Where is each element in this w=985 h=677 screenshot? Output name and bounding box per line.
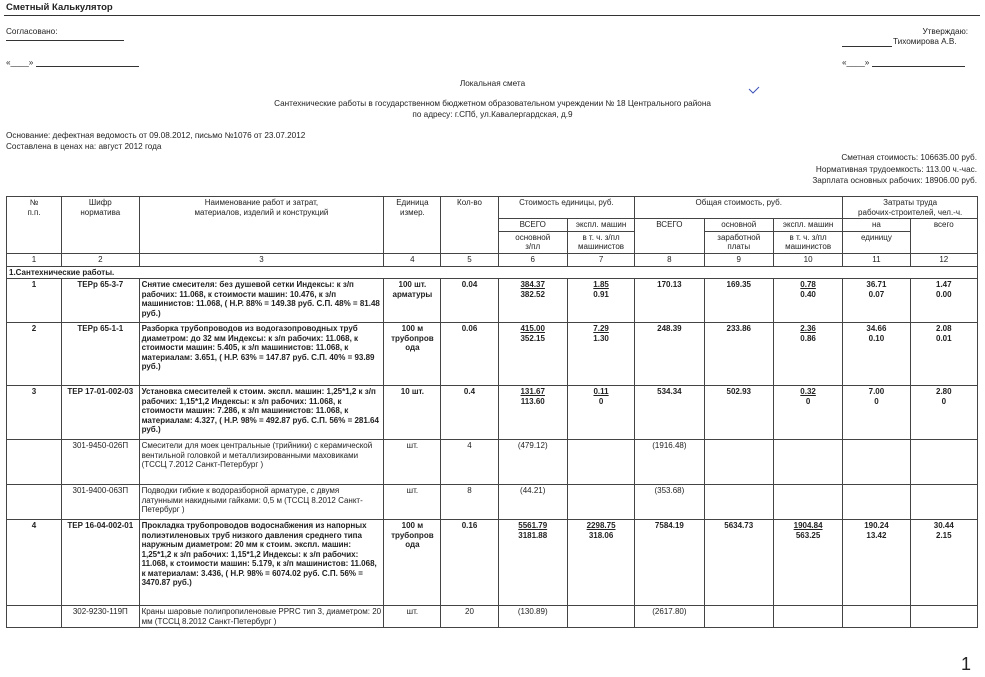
- date-left-line: [36, 66, 139, 67]
- approved-label: Утверждаю:: [922, 27, 968, 36]
- title-divider: [4, 15, 980, 16]
- section-row: [7, 266, 978, 279]
- col-header-all: ВСЕГО: [498, 219, 567, 232]
- col-header-basic: основной: [704, 219, 773, 232]
- row-labor-total: 30.44: [933, 521, 954, 530]
- col-header-unit: Единица измер.: [384, 197, 441, 254]
- row-unit: 100 м трубопров ода: [391, 324, 434, 352]
- total-cost: Сметная стоимость: 106635.00 руб.: [841, 153, 977, 162]
- row-unit-cost-all: (130.89): [517, 607, 548, 616]
- row-labor-per-unit-mach: 0.07: [868, 289, 885, 299]
- row-name: Разборка трубопроводов из водогазопроводных труб диаметром: до 32 мм Индексы: к з/п рабочих: 11.068, к стоимости машин: 5.405, к з/п машинистов: 11.068, к материалам: 3.651, ( Н.Р. 63% = 147.87 руб. С.П. 40% = 93.89 руб.): [141, 324, 375, 371]
- approver-signature-line: [842, 46, 892, 47]
- date-right-line: [872, 66, 965, 67]
- row-total-salary: 169.35: [726, 280, 751, 289]
- row-total-salary: 233.86: [726, 324, 751, 333]
- app-title: Сметный Калькулятор: [6, 2, 113, 13]
- row-labor-per-unit-mach: 0: [874, 396, 879, 406]
- agreed-signature-line: [6, 40, 124, 41]
- doc-prices: Составлена в ценах на: август 2012 года: [6, 142, 162, 151]
- row-unit-cost-exp: 0.11: [593, 387, 609, 396]
- row-total-all: (2617.80): [652, 607, 687, 616]
- column-number: 8: [635, 253, 704, 266]
- row-unit-cost-incl: 318.06: [588, 530, 614, 540]
- col-header-no: № п.п.: [7, 197, 62, 254]
- row-total-all: (1916.48): [652, 441, 687, 450]
- column-number: 12: [910, 253, 977, 266]
- row-unit-cost-basic: 382.52: [520, 289, 545, 299]
- row-name: Подводки гибкие к водоразборной арматуре, с двумя латунными накидными гайками: 0,5 м (ТССЦ 8.2012 Санкт-Петербург ): [141, 486, 363, 514]
- row-code: ТЕРр 65-3-7: [77, 280, 124, 289]
- estimate-table: [6, 196, 978, 628]
- doc-basis: Основание: дефектная ведомость от 09.08.2012, письмо №1076 от 23.07.2012: [6, 131, 306, 140]
- row-unit: шт.: [406, 607, 419, 616]
- row-total-exp: 1904.84: [793, 521, 823, 530]
- row-unit-cost-exp: 7.29: [593, 324, 609, 333]
- column-number: 9: [704, 253, 773, 266]
- table-row: [7, 520, 978, 606]
- row-name: Прокладка трубопроводов водоснабжения из напорных полиэтиленовых труб низкого давления среднего типа наружным диаметром: 20 мм к стоим. экспл. машин: 1,25*1,2 к з/п рабочих: 1,15*1,2 Индексы: к з/п рабочих: 11.068, к стоимости машин: 5.179, к з/п машинистов: 11.068, к материалам: 3.436, ( Н.Р. 98% = 6074.02 руб. С.П. 56% = 3470.87 руб.): [141, 521, 377, 587]
- row-labor-per-unit-mach: 13.42: [866, 530, 887, 540]
- row-unit: шт.: [406, 486, 419, 495]
- approver-name: Тихомирова А.В.: [893, 37, 957, 46]
- column-number: 4: [384, 253, 441, 266]
- row-number: 4: [31, 521, 37, 530]
- column-number: 11: [843, 253, 910, 266]
- row-unit-cost-all: (44.21): [520, 486, 546, 495]
- column-number: 7: [567, 253, 634, 266]
- col-header-exp: экспл. машин: [567, 219, 634, 232]
- row-unit: 100 шт. арматуры: [392, 280, 433, 299]
- row-qty: 0.16: [461, 521, 478, 530]
- date-left: «____»: [6, 58, 34, 67]
- header-row-1: [7, 197, 978, 219]
- total-labor: Нормативная трудоемкость: 113.00 ч.-час.: [815, 165, 977, 174]
- row-number: 1: [31, 280, 37, 289]
- row-labor-total-mach: 0.00: [936, 289, 952, 299]
- table-row: [7, 386, 978, 440]
- row-unit-cost-basic: 352.15: [520, 333, 545, 343]
- row-name: Снятие смесителя: без душевой сетки Индексы: к з/п рабочих: 11.068, к стоимости машин: 10.476, к з/п машинистов: 11.068, ( Н.Р. 88% = 149.38 руб. С.П. 48% = 81.48 руб.): [141, 280, 380, 318]
- row-unit-cost-exp: 1.85: [593, 280, 609, 289]
- table-row: [7, 323, 978, 386]
- row-total-exp: 0.32: [800, 387, 816, 396]
- col-header-total-cost: Общая стоимость, руб.: [635, 197, 843, 219]
- row-unit: шт.: [406, 441, 419, 450]
- column-number: 3: [139, 253, 384, 266]
- column-number: 5: [441, 253, 498, 266]
- check-mark-icon: [748, 86, 760, 94]
- col-header-all2: ВСЕГО: [635, 219, 704, 254]
- col-header-basic-zp: основной з/пл: [498, 231, 567, 253]
- row-name: Установка смесителей к стоим. экспл. машин: 1,25*1,2 к з/п рабочих: 1,15*1,2 Индексы: к з/п рабочих: 11.068, к стоимости машин: 7.286, к з/п машинистов: 11.068, к материалам: 4.327, ( Н.Р. 98% = 492.87 руб. С.П. 56% = 281.64 руб.): [141, 387, 379, 434]
- row-code: 302-9230-119П: [72, 607, 128, 616]
- row-unit-cost-all: 415.00: [520, 324, 545, 333]
- total-salary: Зарплата основных рабочих: 18906.00 руб.: [812, 176, 977, 185]
- row-unit-cost-incl: 1.30: [593, 333, 609, 343]
- row-qty: 4: [467, 441, 472, 450]
- row-qty: 20: [465, 607, 474, 616]
- table-row: [7, 606, 978, 628]
- row-total-all: 534.34: [657, 387, 682, 396]
- col-header-unit-cost: Стоимость единицы, руб.: [498, 197, 635, 219]
- row-unit: 10 шт.: [400, 387, 424, 396]
- col-header-incl2: в т. ч. з/пл машинистов: [773, 231, 842, 253]
- row-name: Краны шаровые полипропиленовые PPRC тип 3, диаметром: 20 мм (ТССЦ 8.2012 Санкт-Петербург ): [141, 607, 382, 626]
- row-qty: 0.06: [461, 324, 478, 333]
- row-number: 2: [31, 324, 37, 333]
- row-total-all: 7584.19: [654, 521, 684, 530]
- row-total-incl: 0: [805, 396, 811, 406]
- date-right: «____»: [842, 58, 870, 67]
- row-unit-cost-all: 5561.79: [518, 521, 548, 530]
- row-total-incl: 563.25: [795, 530, 821, 540]
- col-header-salary: заработной платы: [704, 231, 773, 253]
- row-code: ТЕР 16-04-002-01: [67, 521, 134, 530]
- col-header-per: на: [843, 219, 910, 232]
- row-code: ТЕР 17-01-002-03: [67, 387, 134, 396]
- row-labor-total: 2.08: [936, 324, 952, 333]
- row-unit-cost-incl: 0: [598, 396, 604, 406]
- row-unit-cost-all: (479.12): [517, 441, 548, 450]
- row-unit-cost-incl: 0.91: [593, 289, 609, 299]
- col-header-exp2: экспл. машин: [773, 219, 842, 232]
- row-total-incl: 0.40: [800, 289, 816, 299]
- page-number: 1: [960, 654, 971, 674]
- row-total-salary: 5634.73: [724, 521, 754, 530]
- col-header-tot: всего: [910, 219, 977, 254]
- table-row: [7, 279, 978, 323]
- row-unit-cost-all: 384.37: [520, 280, 545, 289]
- row-labor-per-unit-mach: 0.10: [868, 333, 885, 343]
- col-header-labor: Затраты труда рабочих-строителей, чел.-ч.: [843, 197, 978, 219]
- table-row: [7, 440, 978, 485]
- col-header-code: Шифр норматива: [62, 197, 140, 254]
- row-unit-cost-basic: 3181.88: [518, 530, 548, 540]
- row-labor-total: 1.47: [936, 280, 952, 289]
- column-numbers-row: [7, 253, 978, 266]
- row-labor-per-unit: 34.66: [866, 324, 887, 333]
- row-code: 301-9450-026П: [72, 441, 129, 450]
- doc-address: по адресу: г.СПб, ул.Кавалергардская, д.9: [412, 110, 573, 119]
- col-header-incl: в т. ч. з/пл машинистов: [567, 231, 634, 253]
- column-number: 1: [7, 253, 62, 266]
- row-labor-total-mach: 0: [941, 396, 947, 406]
- row-qty: 0.04: [461, 280, 478, 289]
- row-total-exp: 0.78: [800, 280, 816, 289]
- col-header-qty: Кол-во: [441, 197, 498, 254]
- row-qty: 8: [467, 486, 472, 495]
- row-number: 3: [31, 387, 37, 396]
- column-number: 6: [498, 253, 567, 266]
- row-unit: 100 м трубопров ода: [391, 521, 434, 549]
- row-total-all: 170.13: [657, 280, 682, 289]
- row-unit-cost-basic: 113.60: [520, 396, 545, 406]
- section-title: 1.Сантехнические работы.: [7, 266, 978, 279]
- row-labor-per-unit: 7.00: [868, 387, 885, 396]
- column-number: 10: [773, 253, 842, 266]
- row-labor-per-unit: 36.71: [866, 280, 887, 289]
- doc-subject: Сантехнические работы в государственном бюджетном образовательном учреждении № 18 Центрального района: [274, 99, 711, 108]
- row-total-incl: 0.86: [800, 333, 816, 343]
- row-unit-cost-all: 131.67: [520, 387, 545, 396]
- agreed-label: Согласовано:: [6, 27, 58, 36]
- col-header-name: Наименование работ и затрат, материалов, изделий и конструкций: [139, 197, 384, 254]
- row-code: 301-9400-063П: [72, 486, 129, 495]
- table-row: [7, 485, 978, 520]
- row-total-all: (353.68): [654, 486, 685, 495]
- row-labor-total-mach: 0.01: [936, 333, 952, 343]
- col-header-unit2: единицу: [843, 231, 910, 253]
- row-labor-per-unit: 190.24: [864, 521, 889, 530]
- row-unit-cost-exp: 2298.75: [586, 521, 616, 530]
- row-labor-total-mach: 2.15: [936, 530, 952, 540]
- row-code: ТЕРр 65-1-1: [77, 324, 124, 333]
- column-number: 2: [62, 253, 140, 266]
- row-total-exp: 2.36: [800, 324, 816, 333]
- row-name: Смесители для моек центральные (трийники) с керамической вентильной головкой и металлизированными маховиками (ТССЦ 7.2012 Санкт-Петербург ): [141, 441, 373, 469]
- row-qty: 0.4: [463, 387, 476, 396]
- doc-type: Локальная смета: [459, 79, 526, 88]
- row-labor-total: 2.80: [936, 387, 952, 396]
- row-total-all: 248.39: [657, 324, 682, 333]
- row-total-salary: 502.93: [726, 387, 751, 396]
